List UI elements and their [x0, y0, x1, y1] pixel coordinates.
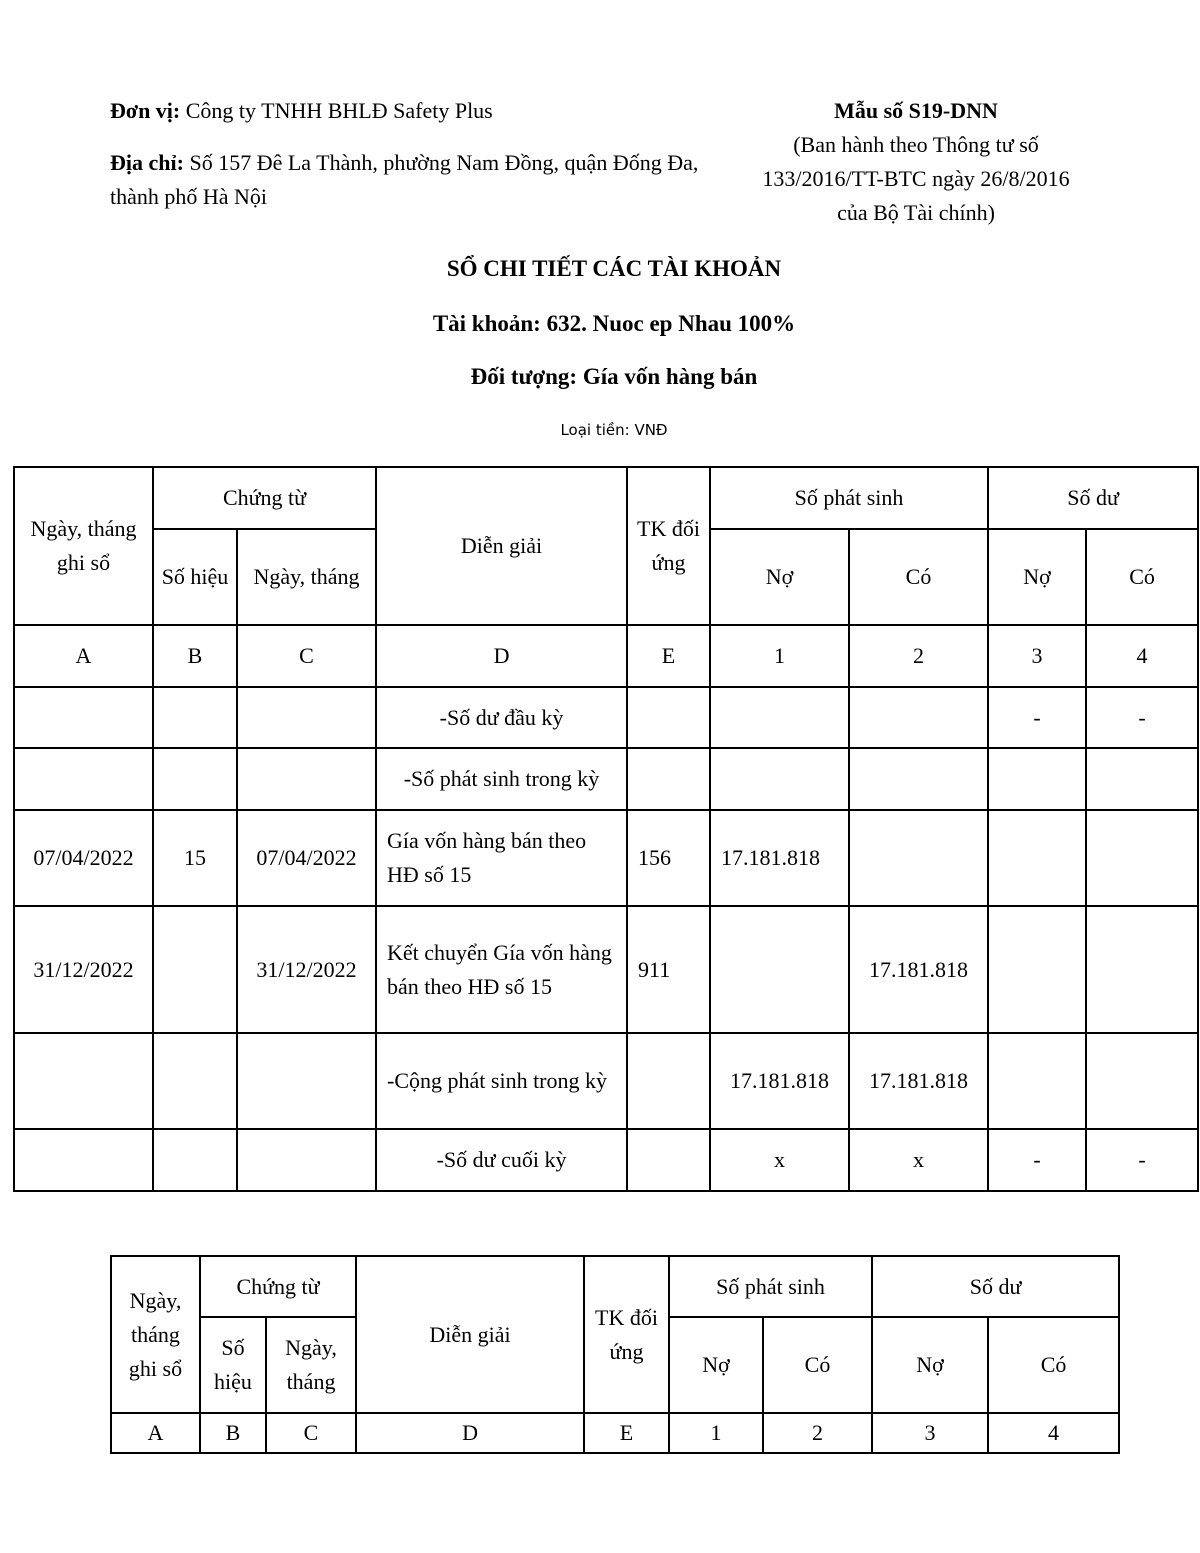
cell-debit: [710, 906, 849, 1033]
cell-balance-credit: [1086, 1033, 1198, 1129]
header-balance: Số dư: [872, 1256, 1119, 1317]
code-cell: B: [200, 1413, 266, 1453]
cell-account: 156: [627, 810, 710, 906]
table-row: [14, 1129, 1198, 1191]
header-balance-debit: Nợ: [988, 529, 1086, 625]
cell-voucher-no: 15: [153, 810, 237, 906]
address-label: Địa chỉ:: [110, 150, 184, 175]
cell-balance-debit: -: [988, 687, 1086, 748]
cell-date: 07/04/2022: [14, 810, 153, 906]
cell-account: [627, 748, 710, 810]
cell-balance-credit: -: [1086, 1129, 1198, 1191]
cell-balance-debit: [988, 906, 1086, 1033]
address-value: Số 157 Đê La Thành, phường Nam Đồng, quận Đống Đa, thành phố Hà Nội: [110, 150, 699, 209]
cell-date: 31/12/2022: [14, 906, 153, 1033]
cell-account: [627, 1033, 710, 1129]
cell-debit: [710, 687, 849, 748]
header-credit: Có: [763, 1317, 872, 1413]
code-cell: 4: [1086, 625, 1198, 687]
cell-credit: [849, 687, 988, 748]
header-voucher-date: Ngày, tháng: [266, 1317, 356, 1413]
cell-credit: [849, 810, 988, 906]
code-cell: D: [376, 625, 627, 687]
cell-voucher-date: 31/12/2022: [237, 906, 376, 1033]
cell-voucher-date: [237, 1033, 376, 1129]
code-cell: 3: [872, 1413, 988, 1453]
header-balance: Số dư: [988, 467, 1198, 529]
header-balance-debit: Nợ: [872, 1317, 988, 1413]
code-cell: E: [627, 625, 710, 687]
cell-description: -Số phát sinh trong kỳ: [376, 748, 627, 810]
table-row: [14, 687, 1198, 748]
form-code: Mẫu số S19-DNN: [834, 98, 998, 123]
cell-voucher-no: [153, 906, 237, 1033]
table-row: [14, 1033, 1198, 1129]
code-cell: 2: [849, 625, 988, 687]
header-account: TK đối ứng: [627, 467, 710, 625]
cell-voucher-no: [153, 1033, 237, 1129]
cell-balance-debit: [988, 748, 1086, 810]
ledger-table-template: [110, 1255, 1120, 1454]
header-account: TK đối ứng: [584, 1256, 669, 1413]
cell-debit: 17.181.818: [710, 1033, 849, 1129]
ledger-table: [13, 466, 1199, 1192]
header-debit: Nợ: [710, 529, 849, 625]
cell-balance-credit: [1086, 748, 1198, 810]
header-voucher-no: Số hiệu: [153, 529, 237, 625]
cell-balance-credit: [1086, 906, 1198, 1033]
cell-voucher-date: [237, 687, 376, 748]
form-note-1: (Ban hành theo Thông tư số: [793, 132, 1039, 157]
address-line: [110, 146, 710, 214]
header-voucher-no: Số hiệu: [200, 1317, 266, 1413]
cell-debit: 17.181.818: [710, 810, 849, 906]
cell-description: -Số dư cuối kỳ: [376, 1129, 627, 1191]
cell-description: Gía vốn hàng bán theo HĐ số 15: [376, 810, 627, 906]
cell-date: [14, 687, 153, 748]
unit-value: Công ty TNHH BHLĐ Safety Plus: [180, 98, 493, 123]
header-credit: Có: [849, 529, 988, 625]
cell-debit: [710, 748, 849, 810]
cell-debit: x: [710, 1129, 849, 1191]
cell-balance-credit: [1086, 810, 1198, 906]
cell-date: [14, 1033, 153, 1129]
header-date: Ngày, tháng ghi sổ: [14, 467, 153, 625]
table-row: [14, 810, 1198, 906]
code-cell: 2: [763, 1413, 872, 1453]
header-row-1: [14, 467, 1198, 529]
code-cell: 1: [669, 1413, 763, 1453]
code-cell: B: [153, 625, 237, 687]
cell-voucher-date: [237, 748, 376, 810]
document-title: SỔ CHI TIẾT CÁC TÀI KHOẢN: [446, 256, 782, 281]
cell-credit: 17.181.818: [849, 906, 988, 1033]
company-info: [110, 94, 710, 232]
code-cell: E: [584, 1413, 669, 1453]
code-cell: 3: [988, 625, 1086, 687]
cell-date: [14, 748, 153, 810]
code-cell: D: [356, 1413, 584, 1453]
currency-line: Loại tiền: VNĐ: [560, 421, 668, 439]
cell-balance-credit: -: [1086, 687, 1198, 748]
cell-balance-debit: -: [988, 1129, 1086, 1191]
header-description: Diễn giải: [356, 1256, 584, 1413]
cell-date: [14, 1129, 153, 1191]
header-movement: Số phát sinh: [669, 1256, 872, 1317]
cell-voucher-no: [153, 687, 237, 748]
cell-description: -Số dư đầu kỳ: [376, 687, 627, 748]
header-balance-credit: Có: [1086, 529, 1198, 625]
unit-line: [110, 94, 710, 128]
code-row: [111, 1413, 1119, 1453]
header-balance-credit: Có: [988, 1317, 1119, 1413]
cell-credit: x: [849, 1129, 988, 1191]
form-note-2: 133/2016/TT-BTC ngày 26/8/2016: [762, 166, 1070, 191]
cell-description: -Cộng phát sinh trong kỳ: [376, 1033, 627, 1129]
form-note-3: của Bộ Tài chính): [837, 200, 995, 225]
cell-voucher-date: [237, 1129, 376, 1191]
header-voucher-date: Ngày, tháng: [237, 529, 376, 625]
cell-voucher-date: 07/04/2022: [237, 810, 376, 906]
unit-label: Đơn vị:: [110, 98, 181, 123]
cell-voucher-no: [153, 1129, 237, 1191]
cell-account: [627, 1129, 710, 1191]
code-cell: C: [237, 625, 376, 687]
header-debit: Nợ: [669, 1317, 763, 1413]
cell-account: [627, 687, 710, 748]
code-cell: 1: [710, 625, 849, 687]
table-row: [14, 906, 1198, 1033]
cell-balance-debit: [988, 810, 1086, 906]
cell-account: 911: [627, 906, 710, 1033]
header-date: Ngày, tháng ghi sổ: [111, 1256, 200, 1413]
cell-description: Kết chuyển Gía vốn hàng bán theo HĐ số 15: [376, 906, 627, 1033]
header-voucher: Chứng từ: [200, 1256, 356, 1317]
code-row: [14, 625, 1198, 687]
account-line: Tài khoản: 632. Nuoc ep Nhau 100%: [432, 311, 796, 336]
header-voucher: Chứng từ: [153, 467, 376, 529]
cell-credit: 17.181.818: [849, 1033, 988, 1129]
subject-line: Đối tượng: Gía vốn hàng bán: [470, 364, 758, 389]
table-row: [14, 748, 1198, 810]
header-row-1: [111, 1256, 1119, 1317]
code-cell: 4: [988, 1413, 1119, 1453]
form-info: [720, 94, 1112, 230]
header-description: Diễn giải: [376, 467, 627, 625]
code-cell: A: [14, 625, 153, 687]
cell-credit: [849, 748, 988, 810]
code-cell: C: [266, 1413, 356, 1453]
code-cell: A: [111, 1413, 200, 1453]
header-movement: Số phát sinh: [710, 467, 988, 529]
cell-voucher-no: [153, 748, 237, 810]
cell-balance-debit: [988, 1033, 1086, 1129]
